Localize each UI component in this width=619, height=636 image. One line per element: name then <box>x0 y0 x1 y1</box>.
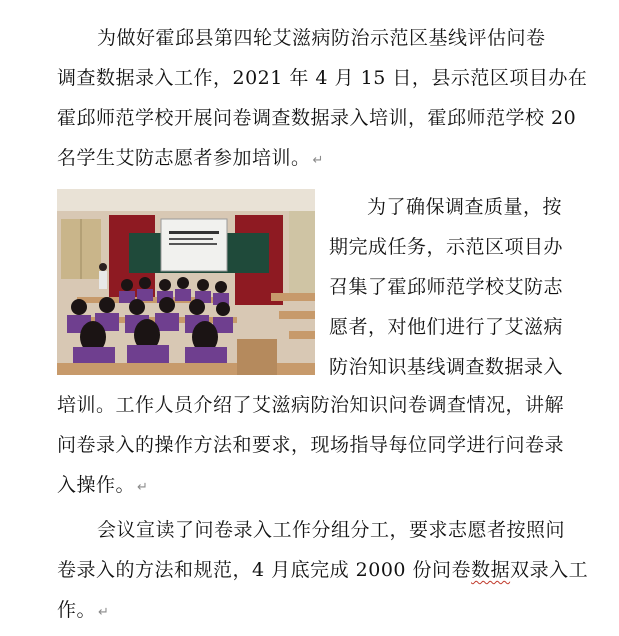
p3-line-3 <box>57 598 109 625</box>
p2-line-7: 问卷录入的操作方法和要求，现场指导每位同学进行问卷录 <box>57 434 565 456</box>
p3-line-2-tail: 双录入工 <box>510 559 589 581</box>
p2-line-2: 期完成任务，示范区项目办 <box>329 236 564 258</box>
p3-line-2 <box>57 558 588 582</box>
p1-line-1: 为做好霍邱县第四轮艾滋病防治示范区基线评估问卷 <box>97 27 546 49</box>
p2-line-4: 愿者，对他们进行了艾滋病 <box>329 316 564 338</box>
p2-line-8-text: 入操作。 <box>57 474 136 496</box>
p1-line-4-text: 名学生艾防志愿者参加培训。 <box>57 147 311 169</box>
spellcheck-underlined-text: 数据 <box>471 559 511 581</box>
paragraph-mark-icon: ↵ <box>137 480 149 495</box>
paragraph-mark-icon: ↵ <box>312 153 324 168</box>
p2-line-5: 防治知识基线调查数据录入 <box>329 356 564 378</box>
p3-line-3-text: 作。 <box>57 599 97 621</box>
p2-line-3: 召集了霍邱师范学校艾防志 <box>329 276 564 298</box>
p1-line-4 <box>57 146 324 173</box>
classroom-photo-icon <box>57 189 315 375</box>
p2-line-6: 培训。工作人员介绍了艾滋病防治知识问卷调查情况，讲解 <box>57 394 565 416</box>
p3-line-1: 会议宣读了问卷录入工作分组分工，要求志愿者按照问 <box>97 519 566 541</box>
classroom-photo <box>57 189 315 375</box>
paragraph-mark-icon: ↵ <box>98 605 110 620</box>
p2-line-8 <box>57 473 148 500</box>
p1-line-2: 调查数据录入工作，2021 年 4 月 15 日，县示范区项目办在 <box>57 67 588 89</box>
p3-line-2-text: 卷录入的方法和规范，4 月底完成 2000 份问卷 <box>57 559 472 581</box>
p1-line-3: 霍邱师范学校开展问卷调查数据录入培训，霍邱师范学校 20 <box>57 107 577 129</box>
p2-line-1: 为了确保调查质量，按 <box>367 196 563 218</box>
